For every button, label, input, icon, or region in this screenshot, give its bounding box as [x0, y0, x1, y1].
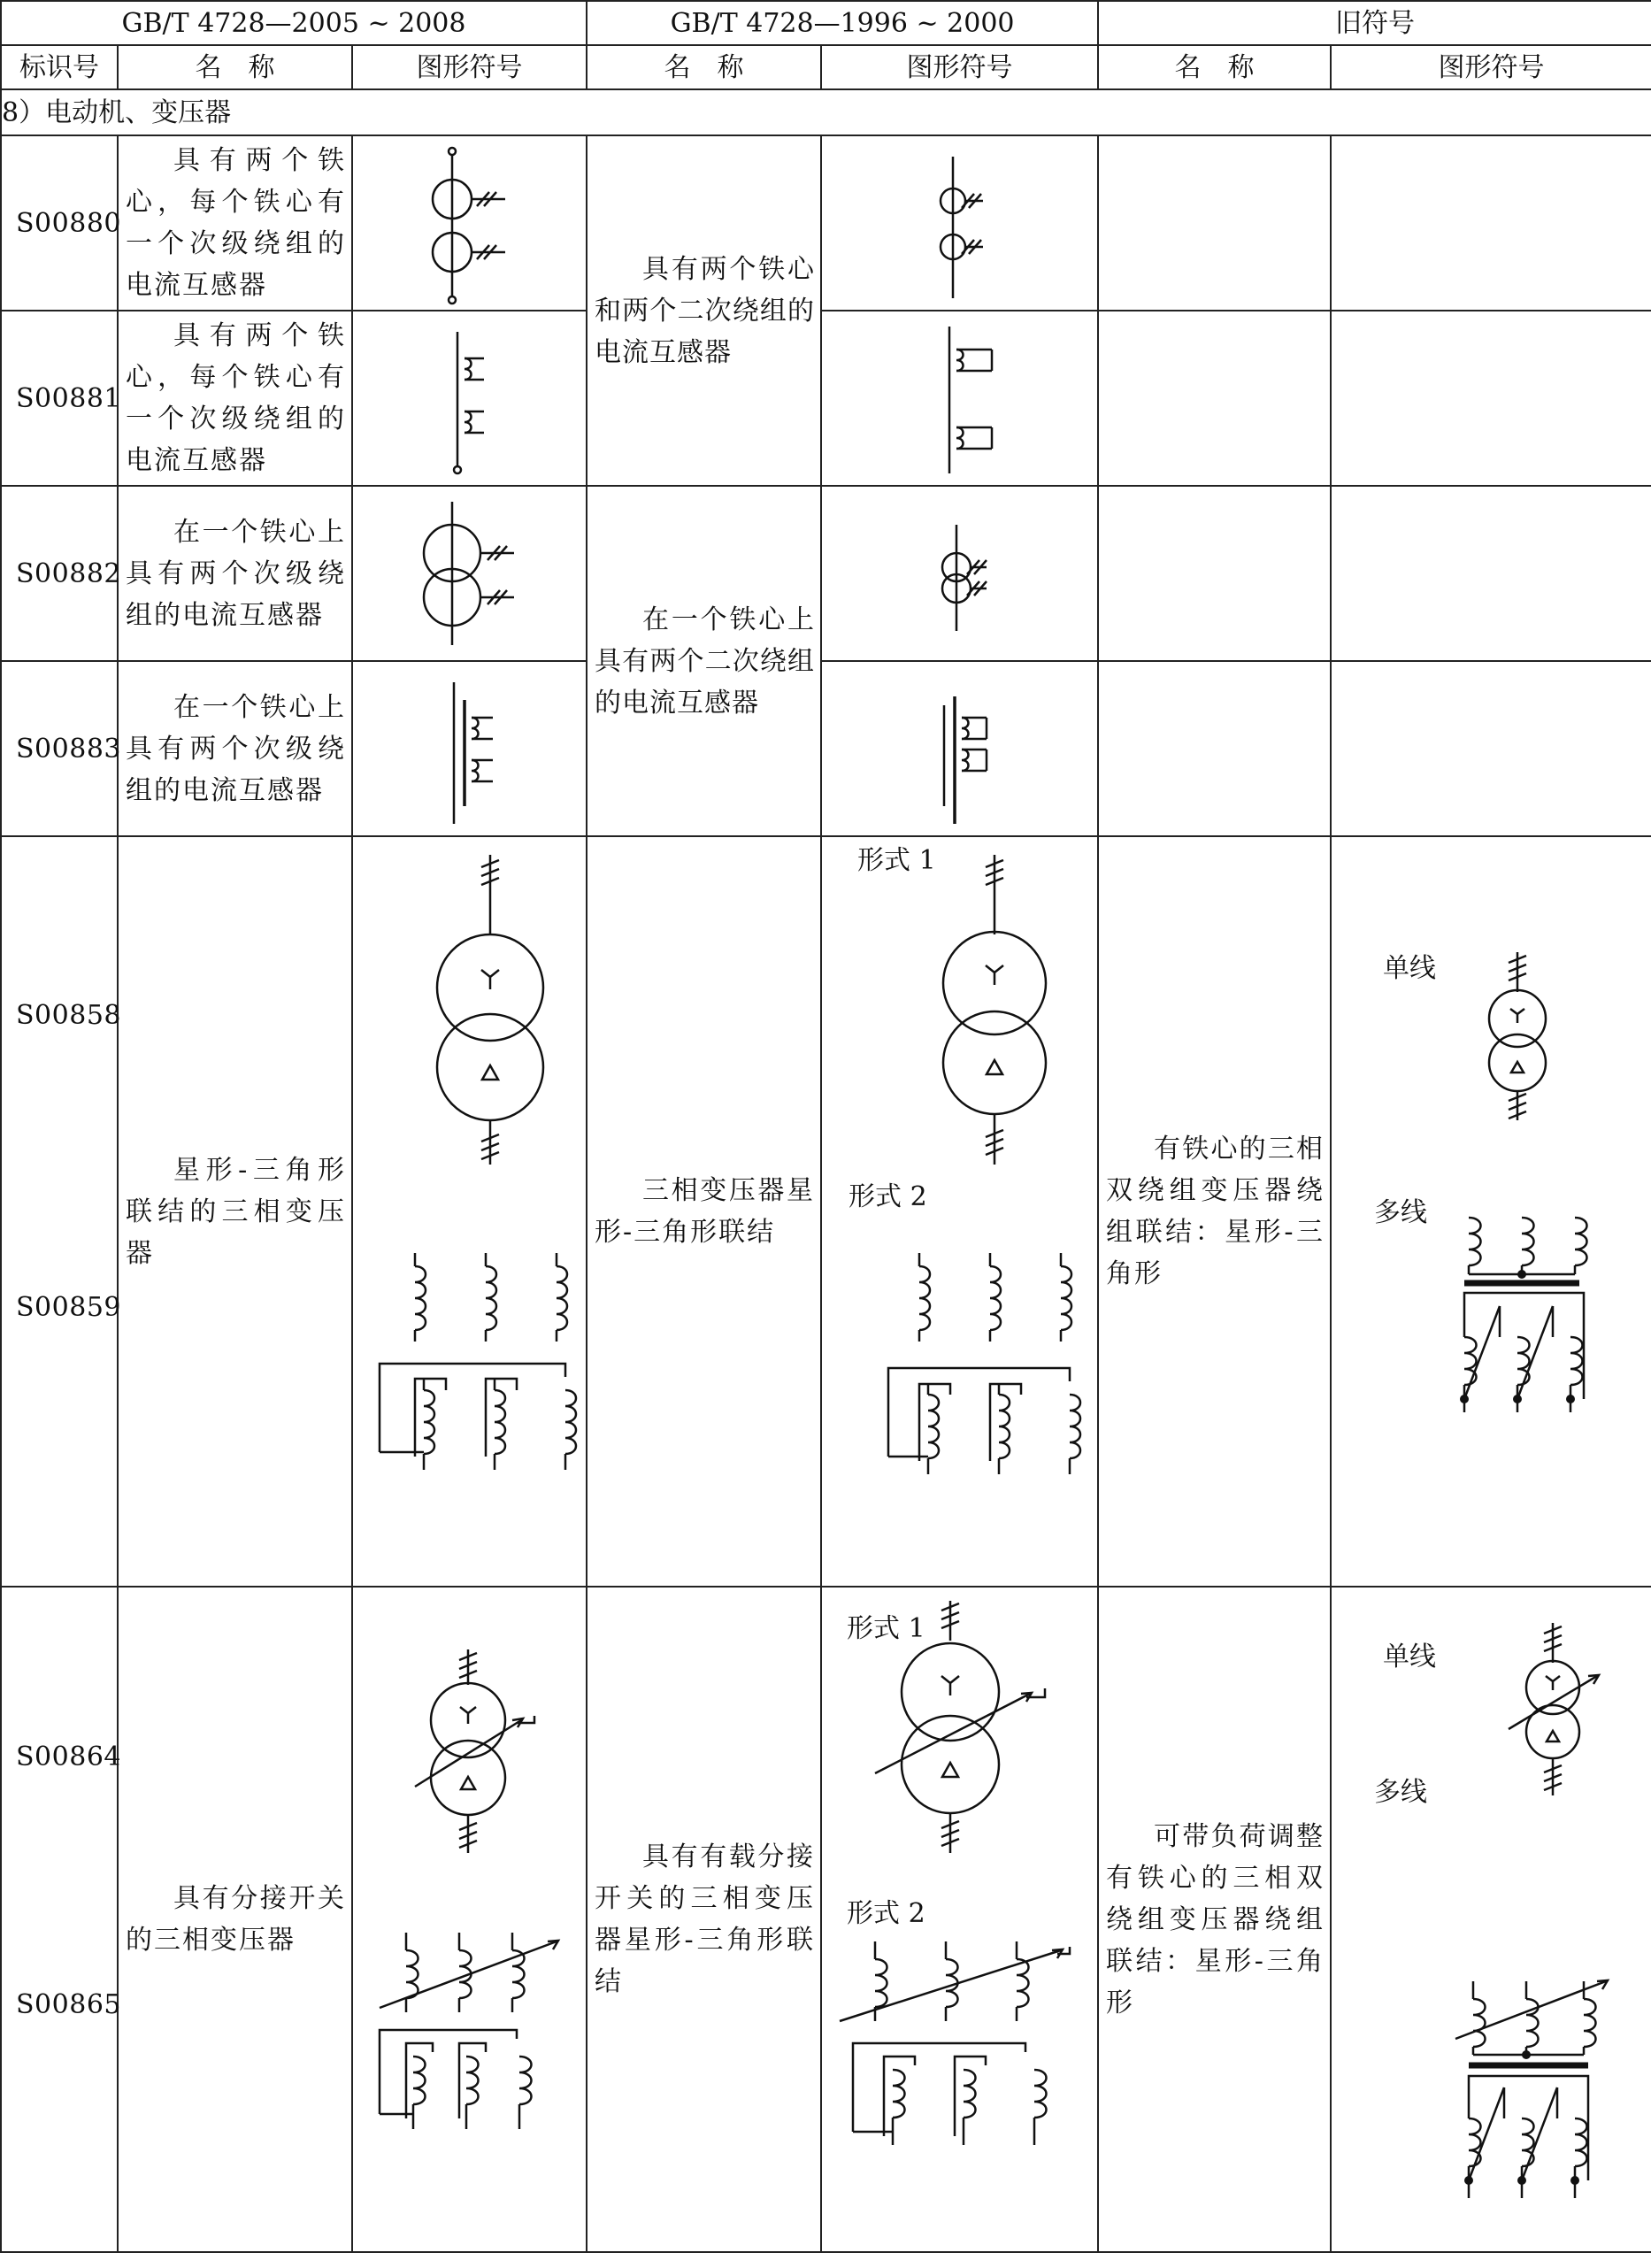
header-symbol-1996: 图形符号 — [821, 45, 1098, 89]
row-name-2005: 具有两个铁心，每个铁心有一个次级绕组的电流互感器 — [118, 311, 352, 486]
header-id: 标识号 — [1, 45, 118, 89]
tap-changer-transformer-symbol — [353, 1588, 587, 2251]
table-row — [1, 311, 1651, 486]
header-name-old: 名 称 — [1098, 45, 1331, 89]
ct-one-core-multiline-symbol — [417, 665, 523, 833]
row-id-pair — [1, 836, 121, 1587]
form2-label: 形式 2 — [847, 1898, 925, 1929]
symbol-2005 — [352, 311, 587, 486]
symbol-old — [1331, 135, 1651, 311]
row-id-b: S00859 — [16, 1292, 121, 1323]
row-name-old: 有铁心的三相双绕组变压器绕组联结：星形-三角形 — [1098, 836, 1331, 1587]
table-row — [1, 1587, 1651, 2252]
header-symbol-old: 图形符号 — [1331, 45, 1651, 89]
tap-changer-transformer-symbol-1996 — [822, 1588, 1099, 2251]
ct-one-core-multiline-symbol-1996 — [907, 665, 1013, 833]
row-name-2005: 在一个铁心上具有两个次级绕组的电流互感器 — [118, 661, 352, 836]
symbol-old — [1331, 1587, 1651, 2252]
table-row — [1, 486, 1651, 661]
table-row — [1, 836, 1651, 1587]
row-id: S00882 — [1, 486, 118, 661]
row-name-2005: 在一个铁心上具有两个次级绕组的电流互感器 — [118, 486, 352, 661]
multi-line-label: 多线 — [1374, 1777, 1428, 1808]
row-name-2005: 星形-三角形联结的三相变压器 — [118, 836, 352, 1587]
symbol-2005 — [352, 486, 587, 661]
symbol-2005 — [352, 1587, 587, 2252]
single-line-label: 单线 — [1383, 953, 1437, 984]
row-id-pair — [1, 1587, 121, 2252]
row-id-b: S00865 — [16, 1989, 121, 2020]
table-row — [1, 135, 1651, 311]
symbol-1996 — [821, 486, 1098, 661]
row-name-old — [1098, 135, 1331, 311]
symbol-1996 — [821, 311, 1098, 486]
symbol-1996 — [821, 661, 1098, 836]
star-delta-transformer-symbol — [353, 837, 587, 1586]
row-name-2005: 具有分接开关的三相变压器 — [118, 1587, 352, 2252]
ct-two-cores-symbol — [417, 139, 523, 307]
header-column-row — [1, 45, 1651, 89]
ct-one-core-two-secondary-symbol — [399, 489, 541, 657]
multi-line-label: 多线 — [1374, 1197, 1428, 1228]
row-name-1996: 三相变压器星形-三角形联结 — [587, 836, 821, 1587]
row-name-old — [1098, 311, 1331, 486]
header-name-1996: 名 称 — [587, 45, 821, 89]
symbol-old — [1331, 661, 1651, 836]
star-delta-transformer-symbol-1996 — [822, 837, 1099, 1586]
row-id: S00883 — [1, 661, 118, 836]
header-gb1996: GB/T 4728—1996 ~ 2000 — [587, 1, 1098, 45]
section-title: 8）电动机、变压器 — [1, 89, 1651, 135]
symbol-2005 — [352, 836, 587, 1587]
row-name-old — [1098, 486, 1331, 661]
ct-two-cores-multiline-symbol — [417, 314, 523, 482]
symbol-2005 — [352, 135, 587, 311]
row-name-1996: 具有有载分接开关的三相变压器星形-三角形联结 — [587, 1587, 821, 2252]
table-row — [1, 661, 1651, 836]
row-name-old: 可带负荷调整有铁心的三相双绕组变压器绕组联结：星形-三角形 — [1098, 1587, 1331, 2252]
row-id: S00880 — [1, 135, 118, 311]
star-delta-transformer-old-symbol — [1332, 837, 1651, 1586]
symbol-old — [1331, 311, 1651, 486]
section-row — [1, 89, 1651, 135]
tap-changer-transformer-old-symbol — [1332, 1588, 1651, 2251]
ct-two-cores-symbol-1996 — [907, 139, 1013, 307]
row-id: S00881 — [1, 311, 118, 486]
form1-label: 形式 1 — [847, 1613, 925, 1644]
row-id-a: S00864 — [16, 1741, 121, 1772]
form1-label: 形式 1 — [857, 845, 936, 876]
symbol-old — [1331, 836, 1651, 1587]
symbol-1996 — [821, 135, 1098, 311]
symbol-old — [1331, 486, 1651, 661]
header-name-2005: 名 称 — [118, 45, 352, 89]
row-name-2005: 具有两个铁心，每个铁心有一个次级绕组的电流互感器 — [118, 135, 352, 311]
header-symbol-2005: 图形符号 — [352, 45, 587, 89]
single-line-label: 单线 — [1383, 1641, 1437, 1672]
symbol-1996 — [821, 1587, 1098, 2252]
ct-two-cores-multiline-symbol-1996 — [907, 314, 1013, 482]
symbol-1996 — [821, 836, 1098, 1587]
row-name-old — [1098, 661, 1331, 836]
header-group-row — [1, 1, 1651, 45]
header-gb2005: GB/T 4728—2005 ~ 2008 — [1, 1, 587, 45]
symbol-2005 — [352, 661, 587, 836]
row-name-1996: 在一个铁心上具有两个二次绕组的电流互感器 — [587, 486, 821, 836]
header-old-symbol: 旧符号 — [1098, 1, 1651, 45]
ct-one-core-two-secondary-symbol-1996 — [907, 489, 1013, 657]
form2-label: 形式 2 — [849, 1181, 927, 1212]
row-name-1996: 具有两个铁心和两个二次绕组的电流互感器 — [587, 135, 821, 486]
row-id-a: S00858 — [16, 1000, 121, 1031]
